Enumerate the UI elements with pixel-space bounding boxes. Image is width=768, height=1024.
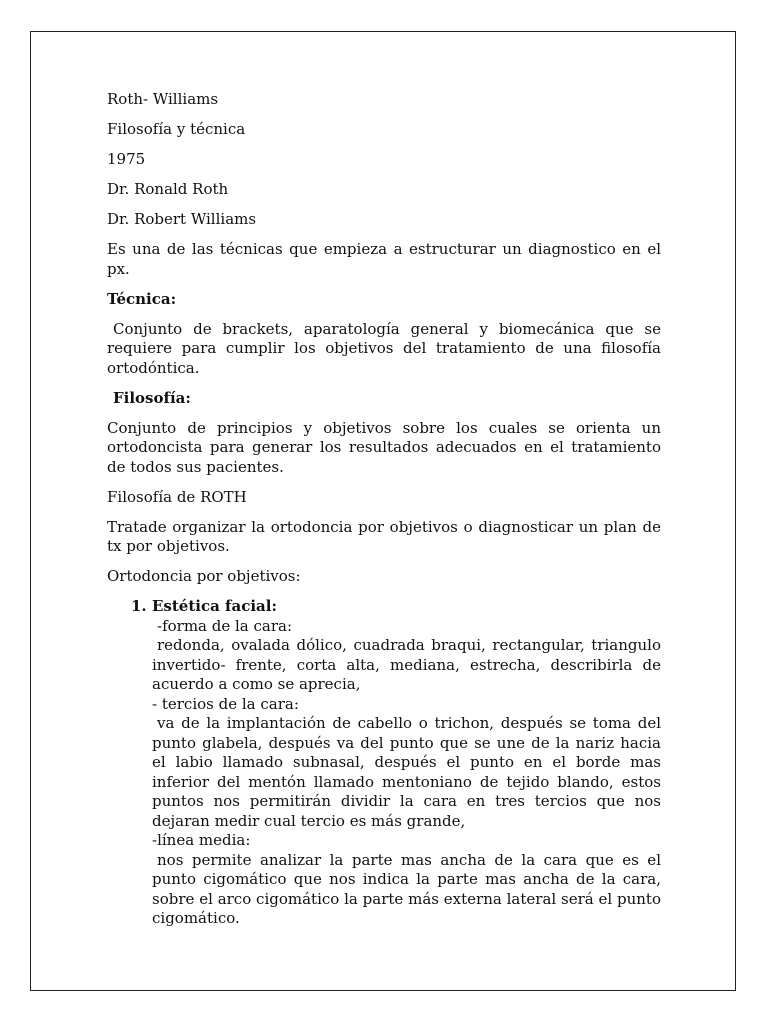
linea-text: nos permite analizar la parte mas ancha de la cara que es el punto cigomático que nos indica la parte mas ancha de la cara, sobre el arco cigomático la parte más externa lateral será el punto cigomático. (152, 850, 661, 927)
document-content (107, 90, 661, 929)
document-subtitle: Filosofía y técnica (107, 120, 246, 138)
tecnica-paragraph: Conjunto de brackets, aparatología general y biomecánica que se requiere para cumplir los objetivos del tratamiento de una filosofía ortodóntica. (107, 319, 661, 377)
tercios-text: va de la implantación de cabello o trichon, después se toma del punto glabela, después va del punto que se une de la nariz hacia el labio llamado subnasal, después el punto en el borde mas inferior del mentón llamado mentoniano de tejido blando, estos puntos nos permitirán dividir la cara en tres tercios que nos dejaran medir cual tercio es más grande, (152, 714, 661, 830)
forma-label: -forma de la cara: (157, 616, 293, 635)
tecnica-heading: Técnica: (107, 289, 177, 308)
filosofia-heading: Filosofía: (113, 388, 191, 407)
roth-paragraph: Tratade organizar la ortodoncia por objetivos o diagnosticar un plan de tx por objetivos. (107, 517, 661, 555)
list-item-title: Estética facial: (152, 597, 278, 615)
document-year: 1975 (107, 150, 146, 168)
document-title: Roth- Williams (107, 90, 219, 108)
linea-label: -línea media: (152, 831, 251, 849)
author-roth: Dr. Ronald Roth (107, 180, 229, 198)
forma-text: redonda, ovalada dólico, cuadrada braqui, rectangular, triangulo invertido- frente, corta alta, mediana, estrecha, describirla de acuerdo a como se aprecia, (152, 636, 661, 693)
document-page (30, 31, 736, 991)
objetivos-heading: Ortodoncia por objetivos: (107, 567, 301, 585)
intro-paragraph: Es una de las técnicas que empieza a estructurar un diagnostico en el px. (107, 240, 661, 278)
author-williams: Dr. Robert Williams (107, 210, 257, 228)
list-item (107, 597, 661, 929)
roth-heading: Filosofía de ROTH (107, 487, 247, 506)
list-number: 1. (131, 597, 147, 615)
list-item-body (152, 597, 661, 929)
filosofia-paragraph: Conjunto de principios y objetivos sobre los cuales se orienta un ortodoncista para generar los resultados adecuados en el tratamiento de todos sus pacientes. (107, 418, 661, 476)
objetivos-list (107, 597, 661, 929)
tercios-label: - tercios de la cara: (152, 694, 299, 713)
